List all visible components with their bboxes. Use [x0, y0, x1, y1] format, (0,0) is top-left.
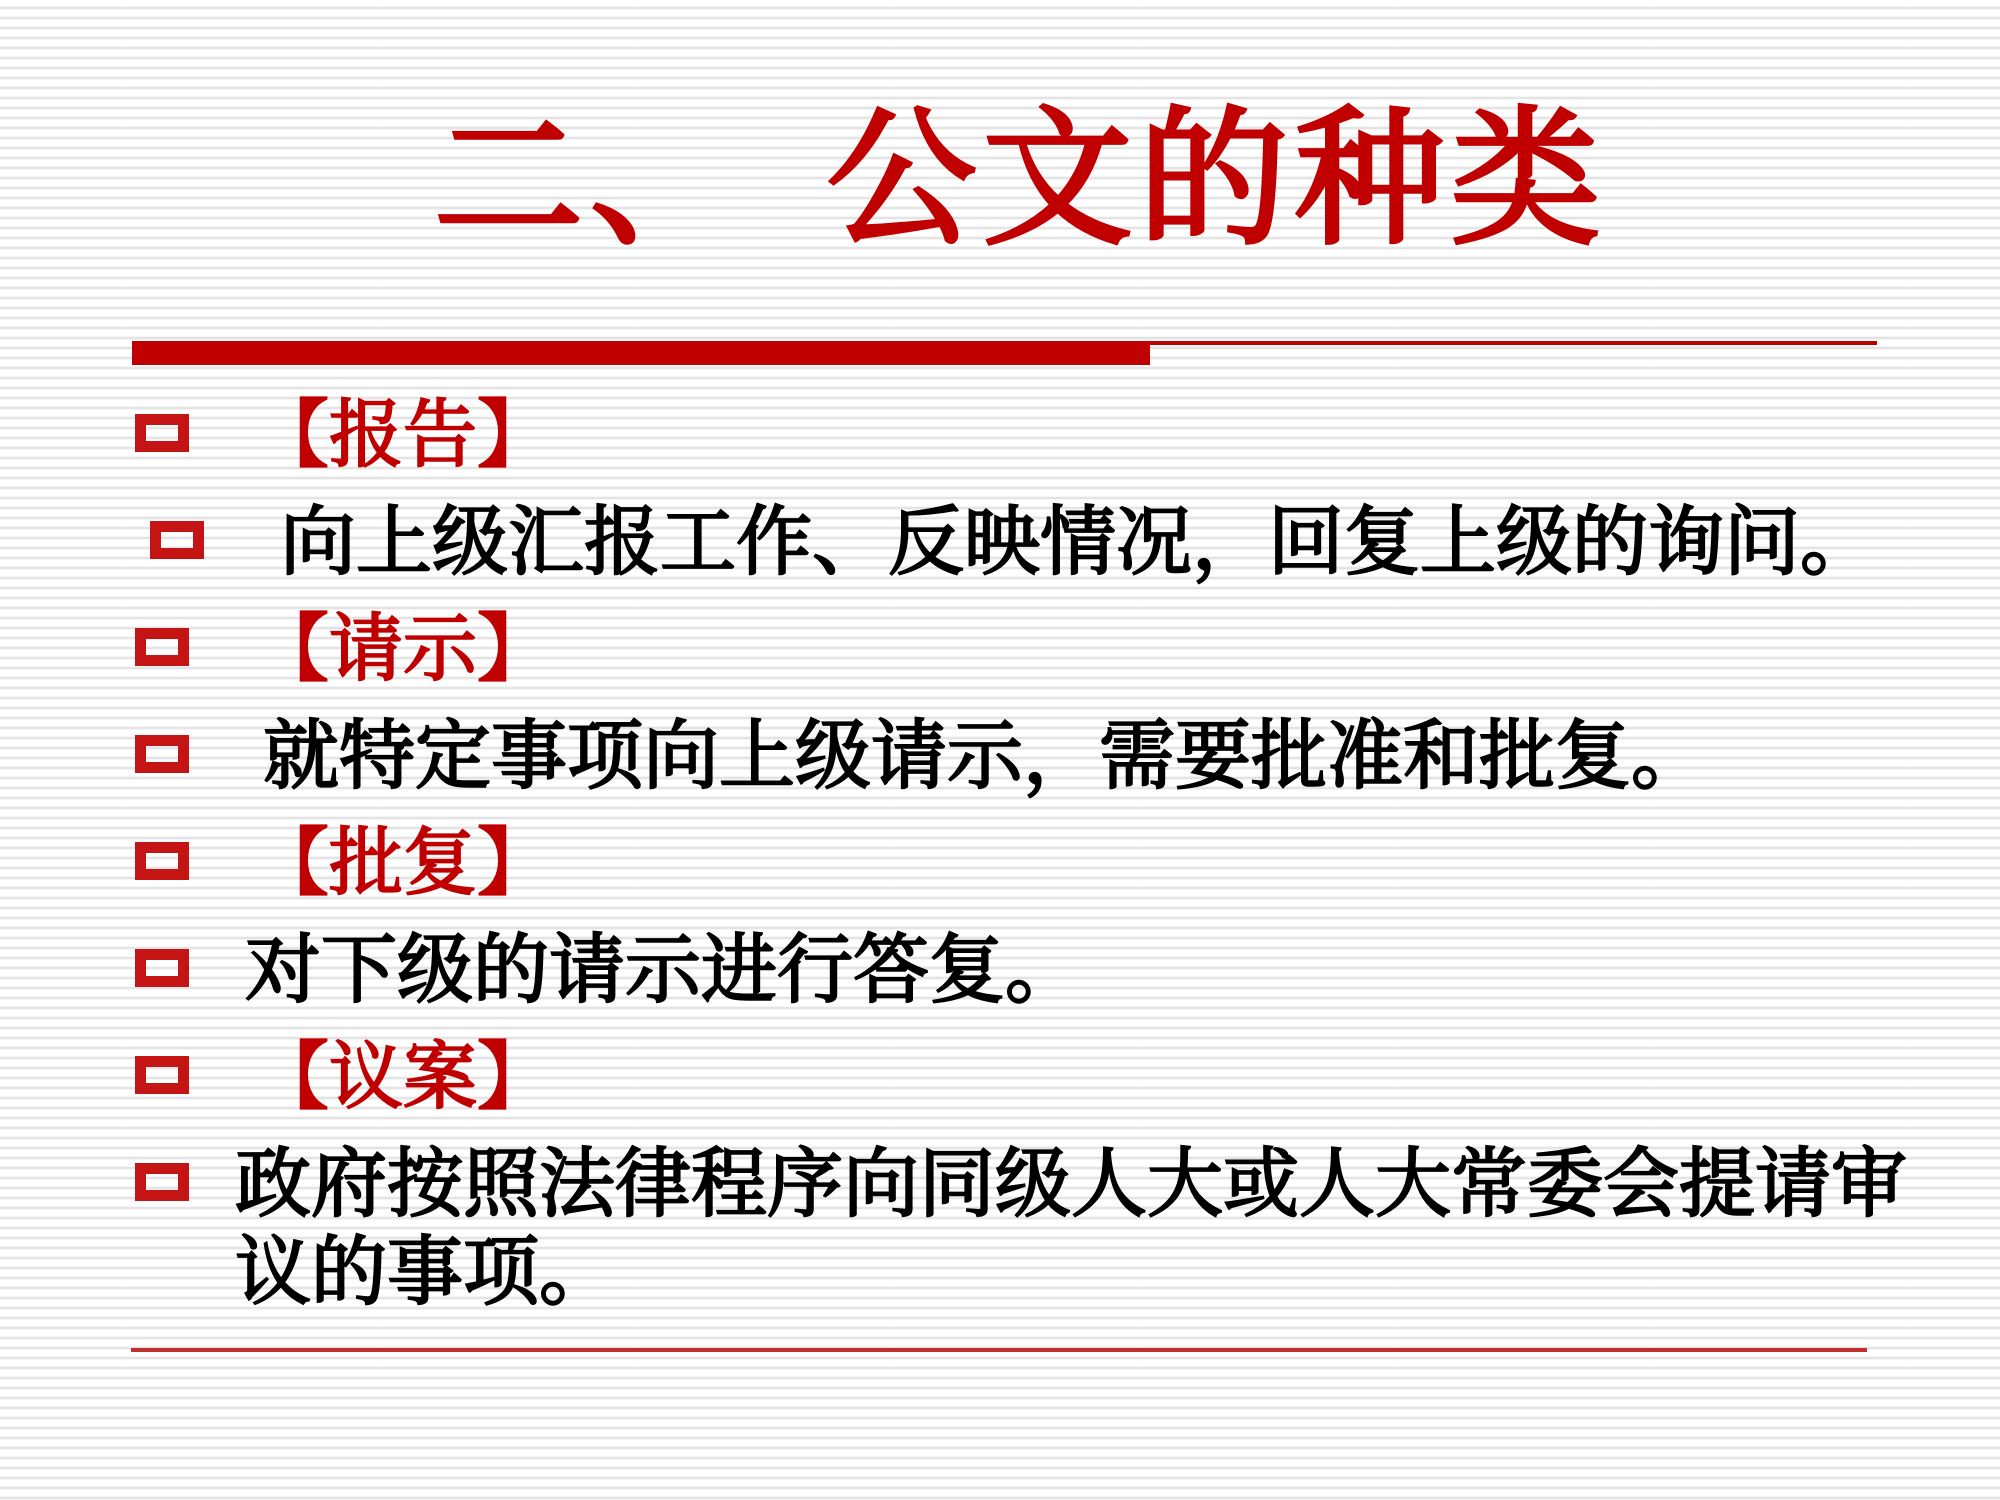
list-item [150, 499, 1945, 587]
list-item [135, 1141, 1945, 1317]
footer-divider-line [131, 1348, 1867, 1352]
list-item [135, 927, 1945, 1015]
hollow-square-bullet-icon [135, 949, 189, 987]
list-item-text: 【请示】 [255, 609, 551, 691]
list-item-text: 【议案】 [255, 1037, 551, 1119]
hollow-square-bullet-icon [135, 1163, 189, 1201]
list-item-text: 政府按照法律程序向同级人大或人大常委会提请审议的事项。 [235, 1143, 1907, 1315]
bullet-list [135, 392, 1945, 1336]
title-divider-thin-line [1150, 341, 1877, 345]
list-item [135, 392, 1945, 480]
hollow-square-bullet-icon [135, 414, 189, 452]
list-item [135, 713, 1945, 801]
hollow-square-bullet-icon [135, 1056, 189, 1094]
title-divider-thick-bar [132, 341, 1150, 365]
list-item-text: 对下级的请示进行答复。 [245, 929, 1081, 1013]
list-item [135, 820, 1945, 908]
hollow-square-bullet-icon [135, 735, 189, 773]
list-item-text: 【批复】 [255, 823, 551, 905]
list-item-text: 就特定事项向上级请示，需要批准和批复。 [263, 715, 1707, 799]
slide-title: 二、 公文的种类 [433, 98, 1607, 264]
list-item-text: 向上级汇报工作、反映情况，回复上级的询问。 [280, 501, 1876, 585]
hollow-square-bullet-icon [135, 628, 189, 666]
list-item [135, 606, 1945, 694]
hollow-square-bullet-icon [150, 521, 204, 559]
list-item [135, 1034, 1945, 1122]
list-item-text: 【报告】 [255, 395, 551, 477]
hollow-square-bullet-icon [135, 842, 189, 880]
